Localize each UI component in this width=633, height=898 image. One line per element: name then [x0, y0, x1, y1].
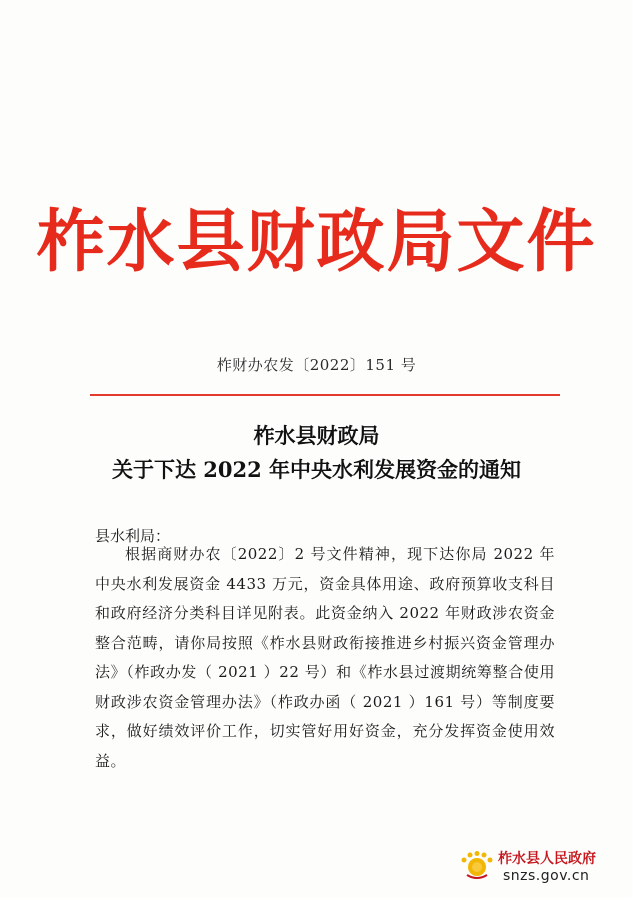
body-paragraph: 根据商财办农〔2022〕2 号文件精神，现下达你局 2022 年中央水利发展资金 4433 万元，资金具体用途、政府预算收支科目和政府经济分类科目详见附表。此资金纳入 2022 年财政涉农资金整合范畴，请你局按照《柞水县财政衔接推进乡村振兴资金管理办法》（柞政办发（ 2021 ）22 号）和《柞水县过渡期统筹整合使用财政涉农资金管理办法》（柞政办函（ 2021 ）161 号）等制度要求，做好绩效评价工作，切实管好用好资金，充分发挥资金使用效益。 — [95, 545, 555, 770]
notice-title-issuer: 柞水县财政局 — [253, 423, 380, 448]
document-number: 柞财办农发〔2022〕151 号 — [216, 356, 417, 374]
notice-title-subject: 关于下达 2022 年中央水利发展资金的通知 — [111, 457, 522, 482]
addressee: 县水利局： — [95, 527, 171, 545]
sun-logo-icon — [459, 851, 495, 881]
footer-brand: 柞水县人民政府 — [498, 851, 596, 867]
header-title: 柞水县财政局文件 — [36, 203, 597, 282]
footer-website[interactable]: snzs.gov.cn — [503, 868, 590, 884]
red-divider — [90, 394, 560, 396]
